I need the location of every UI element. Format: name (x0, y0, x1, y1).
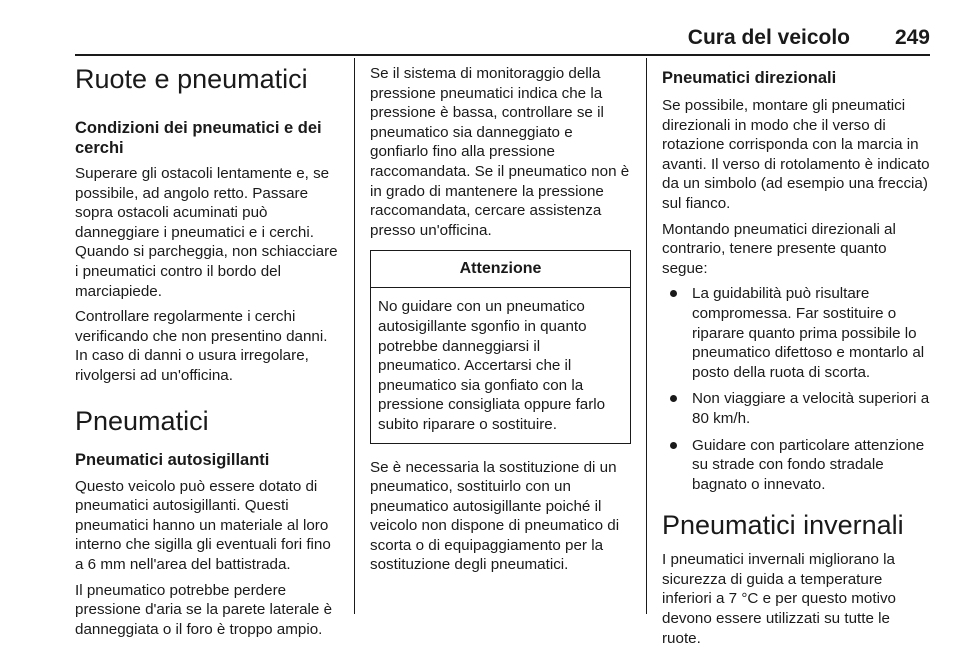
column-divider-2 (646, 58, 647, 614)
paragraph: Il pneumatico potrebbe perdere pressione d'aria se la parete laterale è danneggiata o il foro è troppo ampio. (75, 581, 333, 638)
paragraph: Questo veicolo può essere dotato di pneumatici autosigillanti. Questi pneumatici hanno un materiale al loro interno che sigilla gli eventuali fori fino a 6 mm nell'area del battistrada. (75, 477, 331, 573)
paragraph: Se il sistema di monitoraggio della pressione pneumatici indica che la pressione è bassa, controllare se il pneumatico sia danneggiato e gonfiarlo fino alla pressione raccomandata. Se il pneumatico non è in grado di mantenere la pressione raccomandata, cercare assistenza presso un'officina. (370, 65, 630, 239)
warning-text: No guidare con un pneumatico autosigillante sgonfio in quanto potrebbe danneggiarsi il pneumatico. Accertarsi che il pneumatico sia gonfiato con la pressione consigliata oppure farlo subito riparare o sostituire. (378, 298, 606, 433)
column-divider-1 (354, 58, 355, 614)
bullet-icon (670, 442, 677, 449)
list-item (662, 389, 930, 428)
column-1 (75, 58, 343, 639)
warning-title: Attenzione (371, 251, 630, 288)
paragraph: Se è necessaria la sostituzione di un pneumatico, sostituirlo con un pneumatico autosigillante poiché il veicolo non dispone di pneumatico di scorta o di equipaggiamento per la sostituzione degli pneumatici. (370, 458, 620, 574)
list-item (662, 436, 930, 495)
column-3 (662, 58, 930, 648)
header-divider (75, 54, 930, 56)
subheading-direzionali: Pneumatici direzionali (662, 69, 837, 87)
paragraph: Montando pneumatici direzionali al contrario, tenere presente quanto segue: (662, 220, 896, 277)
subheading-autosigillanti: Pneumatici autosigillanti (75, 450, 270, 469)
page-number: 249 (894, 26, 930, 49)
section-title: Cura del veicolo (687, 26, 850, 49)
paragraph: Controllare regolarmente i cerchi verificando che non presentino danni. In caso di danni o usura irregolare, rivolgersi ad un'officina. (75, 308, 328, 384)
subheading-condizioni: Condizioni dei pneumatici e dei cerchi (75, 119, 322, 157)
bullet-icon (670, 290, 677, 297)
paragraph: Superare gli ostacoli lentamente e, se possibile, ad angolo retto. Passare sopra ostacoli acuminati può danneggiare i pneumatici e i cerchi. Quando si parcheggia, non schiacciare i pneumatici contro il bordo del marciapiede. (75, 165, 338, 300)
bullet-text: Non viaggiare a velocità superiori a 80 km/h. (692, 390, 930, 427)
column-2 (370, 58, 632, 575)
list-item (662, 284, 930, 382)
bullet-list (662, 284, 930, 494)
bullet-text: Guidare con particolare attenzione su strade con fondo stradale bagnato o innevato. (692, 436, 925, 493)
paragraph: Se possibile, montare gli pneumatici direzionali in modo che il verso di rotazione corrisponda con la marcia in avanti. Il verso di rotolamento è indicato da un simbolo (ad esempio una freccia) sul fianco. (662, 97, 930, 212)
warning-box (370, 250, 631, 443)
heading-pneumatici-invernali: Pneumatici invernali (662, 510, 904, 541)
bullet-icon (670, 395, 677, 402)
heading-ruote-e-pneumatici: Ruote e pneumatici (75, 64, 308, 94)
paragraph: I pneumatici invernali migliorano la sicurezza di guida a temperature inferiori a 7 °C e per questo motivo devono essere utilizzati su tutte le ruote. (662, 551, 896, 647)
bullet-text: La guidabilità può risultare compromessa. Far sostituire o riparare quanto prima possibile lo pneumatico difettoso e montarlo al posto della ruota di scorta. (692, 285, 925, 381)
page-header (75, 20, 930, 50)
heading-pneumatici: Pneumatici (75, 405, 209, 436)
